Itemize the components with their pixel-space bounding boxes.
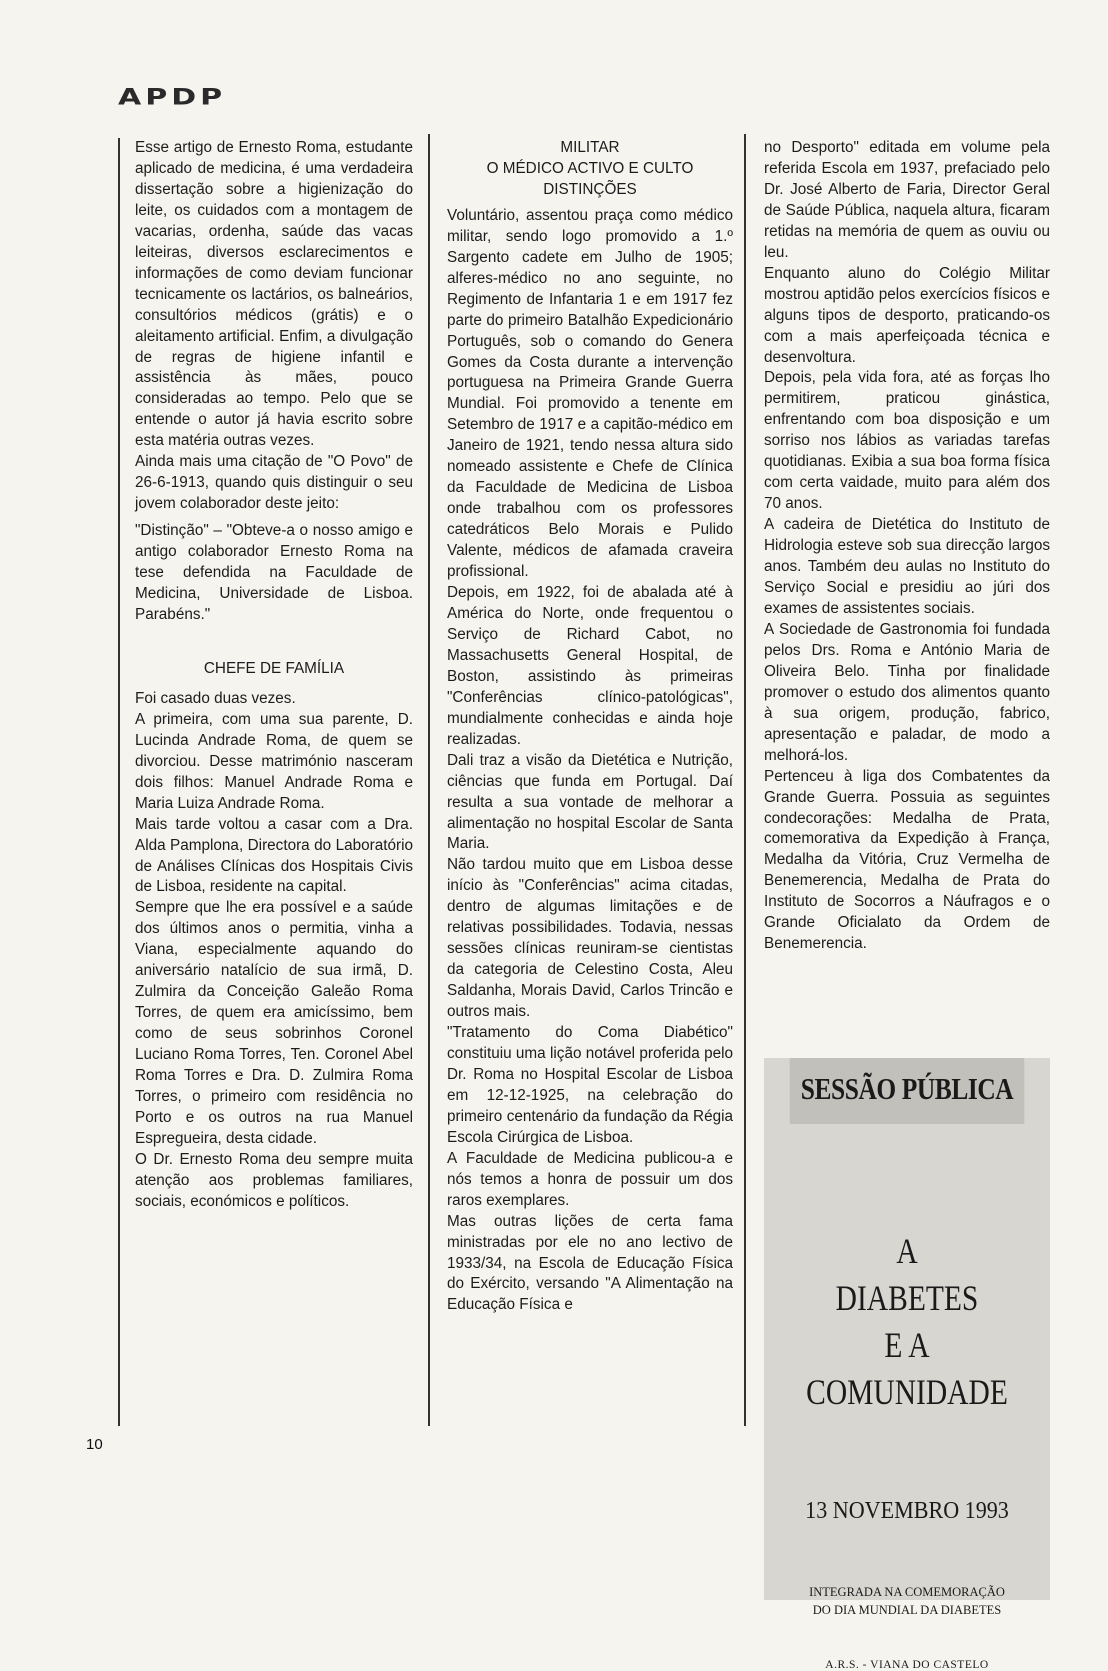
advert-date: 13 NOVEMBRO 1993 — [805, 1498, 1009, 1524]
advert-headline-line: COMUNIDADE — [806, 1372, 1008, 1412]
advert-note-line: DO DIA MUNDIAL DA DIABETES — [812, 1603, 1002, 1617]
paragraph: A primeira, com uma sua parente, D. Lucinda Andrade Roma, de quem se divorciou. Desse matrimónio nasceram dois filhos: Manuel Andrade Roma e Maria Luiza Andrade Roma. — [135, 710, 413, 812]
advert-headline-line: A — [896, 1231, 918, 1271]
advert-title: SESSÃO PÚBLICA — [790, 1058, 1025, 1124]
column-3 — [764, 138, 1050, 955]
paragraph: Ainda mais uma citação de "O Povo" de 26-6-1913, quando quis distinguir o seu jovem colaborador deste jeito: — [135, 453, 413, 513]
paragraph: Depois, em 1922, foi de abalada até à América do Norte, onde frequentou o Serviço de Richard Cabot, no Massachusetts General Hospital, de Boston, assistindo às primeiras "Conferências clínico-patológicas", mundialmente conhecidas e ainda hoje realizadas. — [447, 584, 733, 748]
column-rule-left — [118, 138, 120, 1426]
paragraph: Enquanto aluno do Colégio Militar mostrou aptidão pelos exercícios físicos e alguns tipos de desporto, praticando-os com a mais aperfeiçoada técnica e desenvoltura. — [764, 264, 1050, 366]
logo: APDP — [118, 84, 227, 111]
section-heading: CHEFE DE FAMÍLIA — [203, 659, 345, 677]
paragraph: A Sociedade de Gastronomia foi fundada pelos Drs. Roma e António Maria de Oliveira Belo. Tinha por finalidade promover o estudo dos alimentos quanto à sua origem, produção, fabrico, apresentação e paladar, de modo a melhorá-los. — [764, 620, 1050, 764]
section-heading: DISTINÇÕES — [543, 180, 637, 198]
paragraph: Não tardou muito que em Lisboa desse início às "Conferências" acima citadas, dentro de algumas limitações e de relativas possibilidades. Todavia, nessas sessões clínicas reuniram-se cientistas da categoria de Celestino Costa, Aleu Saldanha, Morais David, Carlos Trincão e outros mais. — [447, 856, 733, 1021]
section-heading: O MÉDICO ACTIVO E CULTO — [486, 159, 694, 177]
advert-headline-line: DIABETES — [835, 1278, 979, 1318]
paragraph: "Tratamento do Coma Diabético" constituiu uma lição notável proferida pelo Dr. Roma no Hospital Escolar de Lisboa em 12-12-1925, na celebração do primeiro centenário da fundação da Régia Escola Cirúrgica de Lisboa. — [447, 1024, 733, 1146]
paragraph: Pertenceu à liga dos Combatentes da Grande Guerra. Possuia as seguintes condecorações: Medalha de Prata, comemorativa da Expedição à França, Medalha da Vitória, Cruz Vermelha de Benemerencia, Medalha de Prata do Instituto de Socorros a Náufragos e o Grande Oficialato da Ordem de Benemerencia. — [764, 767, 1050, 953]
section-heading: MILITAR — [560, 139, 620, 156]
paragraph: A cadeira de Dietética do Instituto de Hidrologia esteve sob sua direcção largos anos. Também deu aulas no Instituto do Serviço Social e presidiu ao júri dos exames de assistentes sociais. — [764, 516, 1050, 617]
paragraph: Foi casado duas vezes. — [135, 689, 296, 707]
paragraph: Depois, pela vida fora, até as forças lho permitirem, praticou ginástica, enfrentando com boa disposição e um sorriso nos lábios as variadas tarefas quotidianas. Exibia a sua boa forma física com certa vaidade, muito para além dos 70 anos. — [764, 369, 1050, 513]
column-rule-middle-left — [428, 134, 430, 1426]
paragraph: O Dr. Ernesto Roma deu sempre muita atenção aos problemas familiares, sociais, económicos e políticos. — [135, 1150, 413, 1210]
paragraph: Mais tarde voltou a casar com a Dra. Alda Pamplona, Directora do Laboratório de Análises Clínicas dos Hospitais Civis de Lisboa, residente na capital. — [135, 815, 413, 896]
paragraph: no Desporto" editada em volume pela referida Escola em 1937, prefaciado pelo Dr. José Alberto de Faria, Director Geral de Saúde Pública, naquela altura, ficaram retidas na memória de quem as ouviu ou leu. — [764, 139, 1050, 261]
column-1 — [135, 138, 413, 1213]
advert-headline-line: E A — [884, 1325, 930, 1365]
column-rule-middle-right — [744, 134, 746, 1426]
paragraph: Mas outras lições de certa fama ministradas por ele no ano lectivo de 1933/34, na Escola de Educação Física do Exército, versando "A Alimentação na Educação Física e — [447, 1212, 733, 1314]
column-2 — [447, 138, 733, 1316]
paragraph: A Faculdade de Medicina publicou-a e nós temos a honra de possuir um dos raros exemplares. — [447, 1149, 733, 1209]
advert-organizer: A.R.S. - VIANA DO CASTELO — [825, 1659, 989, 1671]
paragraph: Esse artigo de Ernesto Roma, estudante aplicado de medicina, é uma verdadeira dissertação sobre a higienização do leite, os cuidados com a montagem de vacarias, ordenha, saúde das vacas leiteiras, diversos esclarecimentos e informações de como deviam funcionar tecnicamente os lactários, os balneários, consultórios médicos (grátis) e o aleitamento artificial. Enfim, a divulgação de regras de higiene infantil e assistência às mães, pouco consideradas ao tempo. Pelo que se entende o autor já havia escrito sobre esta matéria outras vezes. — [135, 139, 413, 450]
event-advert-box — [764, 1058, 1050, 1671]
advert-note-line: INTEGRADA NA COMEMORAÇÃO — [809, 1585, 1005, 1599]
paragraph: "Distinção" – "Obteve-a o nosso amigo e antigo colaborador Ernesto Roma na tese defendida na Faculdade de Medicina, Universidade de Lisboa. Parabéns." — [135, 522, 413, 623]
paragraph: Sempre que lhe era possível e a saúde dos últimos anos o permitia, vinha a Viana, especialmente aquando do aniversário natalício de sua irmã, D. Zulmira da Conceição Galeão Roma Torres, de quem era amicíssimo, bem como de seus sobrinhos Coronel Luciano Roma Torres, Ten. Coronel Abel Roma Torres e Dra. D. Zulmira Roma Torres, o primeiro com residência no Porto e os outros na rua Manuel Espregueira, desta cidade. — [135, 899, 413, 1147]
paragraph: Dali traz a visão da Dietética e Nutrição, ciências que funda em Portugal. Daí resulta a sua vontade de melhorar a alimentação no hospital Escolar de Santa Maria. — [447, 751, 733, 853]
paragraph: Voluntário, assentou praça como médico militar, sendo logo promovido a 1.º Sargento cadete em Julho de 1905; alferes-médico no ano seguinte, no Regimento de Infantaria 1 e em 1917 fez parte do primeiro Batalhão Expedicionário Português, sob o comando do Genera Gomes da Costa durante a intervenção portuguesa na Primeira Grande Guerra Mundial. Foi promovido a tenente em Setembro de 1917 e a capitão-médico em Janeiro de 1921, tendo nessa altura sido nomeado assistente e Chefe de Clínica da Faculdade de Medicina de Lisboa onde trabalhou com os professores catedráticos Belo Morais e Pulido Valente, médicos de afamada craveira profissional. — [447, 206, 733, 581]
page-number: 10 — [86, 1436, 103, 1453]
